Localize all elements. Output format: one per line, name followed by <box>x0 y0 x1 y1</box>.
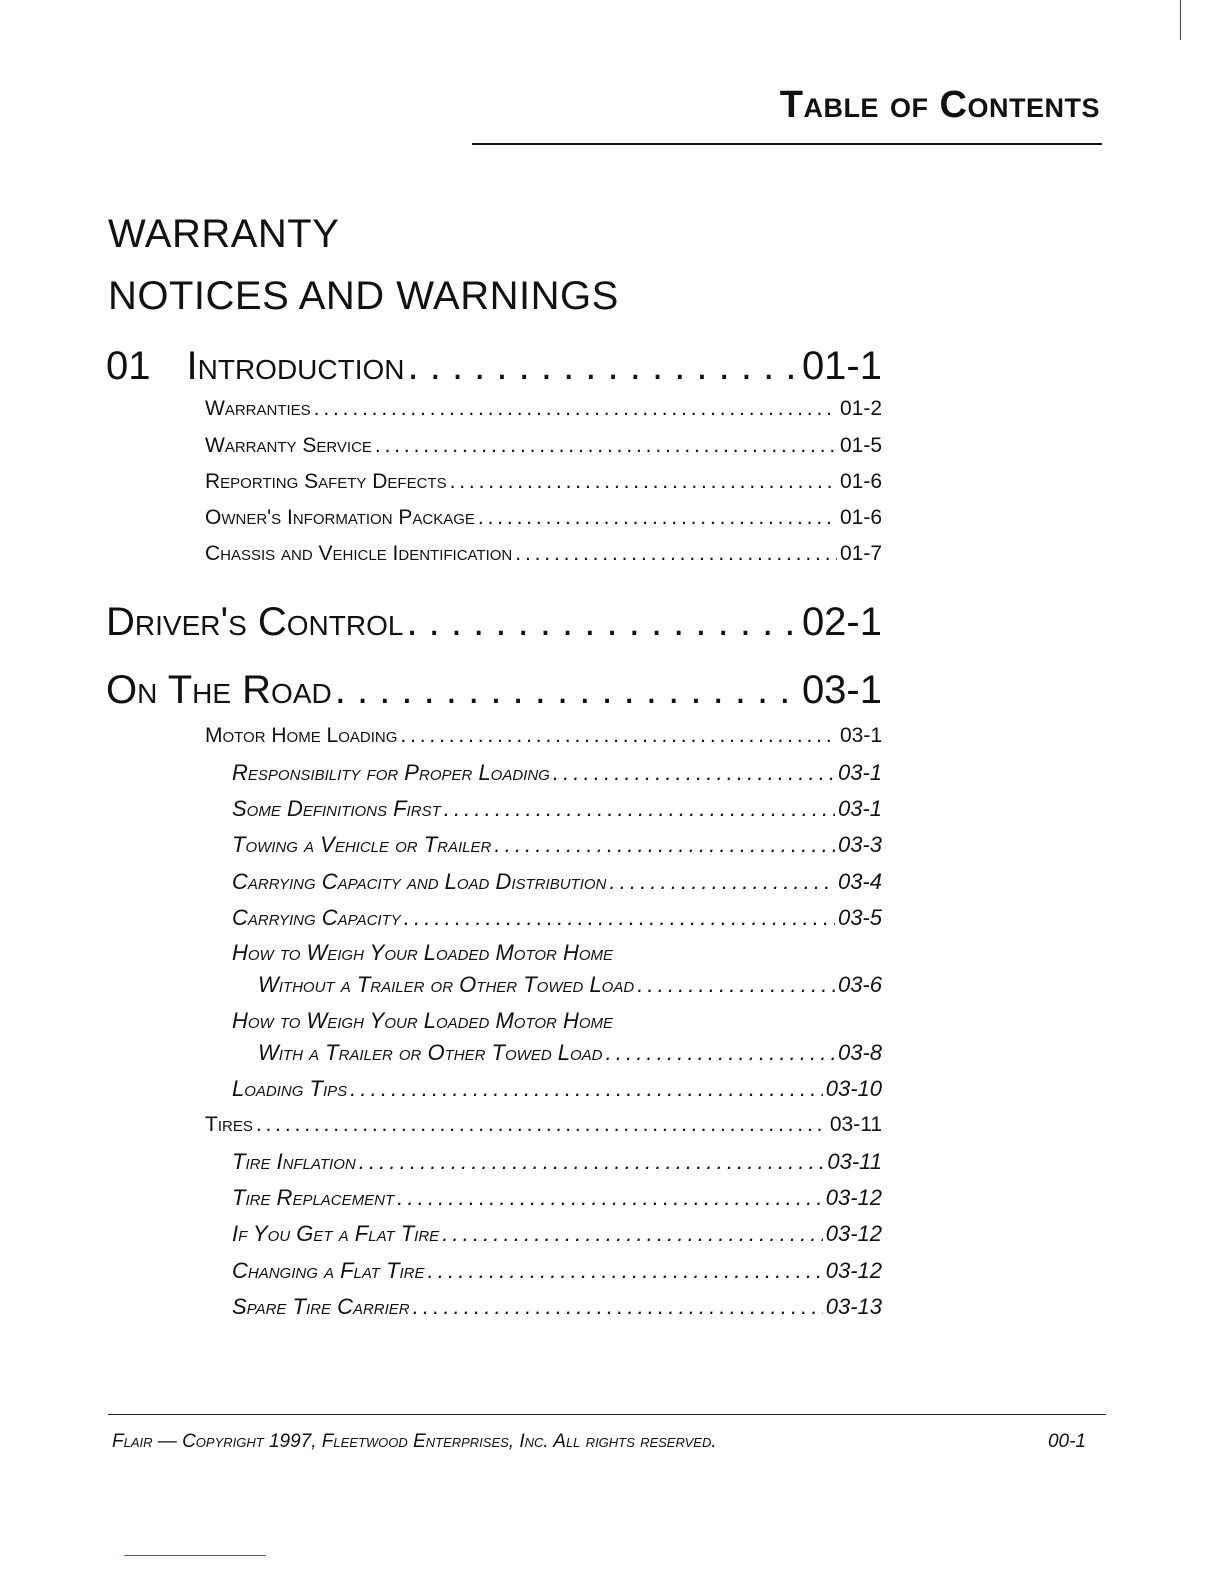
toc-label: Some Definitions First <box>232 796 441 821</box>
toc-label: Tire Inflation <box>232 1149 356 1174</box>
toc-label: Motor Home Loading <box>205 724 398 747</box>
dot-leader <box>400 724 837 748</box>
dot-leader <box>375 434 837 458</box>
toc-entry-motor-home-loading[interactable] <box>205 724 882 752</box>
toc-page-number: 03-5 <box>837 905 882 930</box>
dot-leader <box>515 542 837 566</box>
toc-page-number: 01-2 <box>839 397 882 420</box>
toc-label-line1: How to Weigh Your Loaded Motor Home <box>232 1008 614 1033</box>
toc-label: Owner's Information Package <box>205 506 475 529</box>
footer-rule <box>108 1414 1106 1415</box>
dot-leader <box>442 1221 823 1247</box>
footer-copyright: Flair — Copyright 1997, Fleetwood Enterprises, Inc. All rights reserved. <box>112 1431 717 1452</box>
toc-page-number: 03-13 <box>825 1294 882 1319</box>
toc-label: Carrying Capacity <box>232 905 401 930</box>
section-warranty: WARRANTY <box>108 212 340 256</box>
toc-label: If You Get a Flat Tire <box>232 1221 440 1246</box>
toc-page-number: 01-7 <box>839 542 882 565</box>
toc-entry[interactable] <box>205 506 882 534</box>
toc-entry[interactable] <box>232 1258 882 1286</box>
dot-leader <box>314 397 837 421</box>
toc-entry-on-the-road[interactable] <box>106 668 882 718</box>
toc-entry[interactable] <box>232 1076 882 1104</box>
toc-page-number: 03-1 <box>837 760 882 785</box>
toc-entry[interactable] <box>205 434 882 462</box>
toc-label: Responsibility for Proper Loading <box>232 760 550 785</box>
toc-page-number: 03-11 <box>829 1113 882 1136</box>
toc-page-number: 03-10 <box>825 1076 882 1101</box>
toc-entry[interactable] <box>232 796 882 824</box>
dot-leader <box>606 1040 835 1066</box>
section-notices-warnings: NOTICES AND WARNINGS <box>108 274 619 318</box>
dot-leader <box>397 1185 823 1211</box>
toc-entry[interactable] <box>205 470 882 498</box>
toc-label: Carrying Capacity and Load Distribution <box>232 869 607 894</box>
toc-label: Towing a Vehicle or Trailer <box>232 832 492 857</box>
toc-page-number: 01-6 <box>839 470 882 493</box>
toc-page-number: 03-4 <box>837 869 882 894</box>
toc-label: With a Trailer or Other Towed Load <box>258 1040 603 1065</box>
toc-entry[interactable] <box>232 760 882 788</box>
toc-page-number: 03-12 <box>825 1185 882 1210</box>
toc-label: Warranty Service <box>205 434 372 457</box>
dot-leader <box>404 905 835 931</box>
toc-page-number: 03-3 <box>837 832 882 857</box>
dot-leader <box>413 1294 823 1320</box>
toc-page-number: 03-11 <box>827 1149 882 1174</box>
toc-page-number: 01-1 <box>801 344 882 388</box>
toc-label: Tire Replacement <box>232 1185 395 1210</box>
toc-page-number: 03-1 <box>839 724 882 747</box>
dot-leader <box>478 506 837 530</box>
toc-page-number: 01-6 <box>839 506 882 529</box>
toc-page-number: 03-1 <box>801 668 882 712</box>
chapter-number: 01 <box>106 344 151 388</box>
toc-entry[interactable] <box>258 1040 882 1068</box>
dot-leader <box>609 869 835 895</box>
dot-leader <box>359 1149 825 1175</box>
toc-page-number: 03-12 <box>825 1258 882 1283</box>
toc-page-number: 02-1 <box>801 600 882 644</box>
dot-leader <box>407 344 798 389</box>
title-rule <box>472 143 1102 145</box>
toc-entry-drivers-control[interactable] <box>106 600 882 650</box>
toc-page-number: 01-5 <box>839 434 882 457</box>
toc-entry[interactable] <box>232 1149 882 1177</box>
dot-leader <box>494 832 835 858</box>
toc-page-number: 03-8 <box>837 1040 882 1065</box>
page-title: Table of Contents <box>779 84 1100 126</box>
toc-label-line1: How to Weigh Your Loaded Motor Home <box>232 940 614 965</box>
toc-entry[interactable] <box>258 972 882 1000</box>
toc-entry[interactable] <box>232 1221 882 1249</box>
toc-label: Reporting Safety Defects <box>205 470 447 493</box>
toc-label: Loading Tips <box>232 1076 348 1101</box>
toc-label: Spare Tire Carrier <box>232 1294 410 1319</box>
toc-label: Warranties <box>205 397 311 420</box>
footer-page-number: 00-1 <box>1047 1431 1086 1452</box>
dot-leader <box>335 668 799 713</box>
dot-leader <box>553 760 835 786</box>
toc-label: On The Road <box>106 668 332 712</box>
dot-leader <box>450 470 837 494</box>
toc-entry[interactable] <box>232 905 882 933</box>
toc-label: Chassis and Vehicle Identification <box>205 542 513 565</box>
toc-label: Introduction <box>186 344 405 388</box>
toc-entry[interactable] <box>232 1185 882 1213</box>
toc-page-number: 03-12 <box>825 1221 882 1246</box>
toc-entry-introduction[interactable] <box>106 344 882 394</box>
toc-label: Tires <box>205 1113 253 1136</box>
dot-leader <box>637 972 835 998</box>
toc-entry[interactable] <box>232 832 882 860</box>
toc-entry[interactable] <box>232 1294 882 1322</box>
dot-leader <box>428 1258 823 1284</box>
dot-leader <box>350 1076 823 1102</box>
toc-label: Driver's Control <box>106 600 404 644</box>
toc-entry[interactable] <box>205 542 882 570</box>
toc-label: Changing a Flat Tire <box>232 1258 425 1283</box>
dot-leader <box>444 796 835 822</box>
toc-entry[interactable] <box>205 397 882 425</box>
toc-label: Without a Trailer or Other Towed Load <box>258 972 635 997</box>
toc-page-number: 03-1 <box>837 796 882 821</box>
scan-blue-mark <box>124 1555 266 1556</box>
dot-leader <box>256 1113 827 1137</box>
toc-page-number: 03-6 <box>837 972 882 997</box>
toc-entry[interactable] <box>232 869 882 897</box>
toc-entry-tires[interactable] <box>205 1113 882 1141</box>
scan-edge-mark <box>1180 0 1182 40</box>
dot-leader <box>406 600 798 645</box>
